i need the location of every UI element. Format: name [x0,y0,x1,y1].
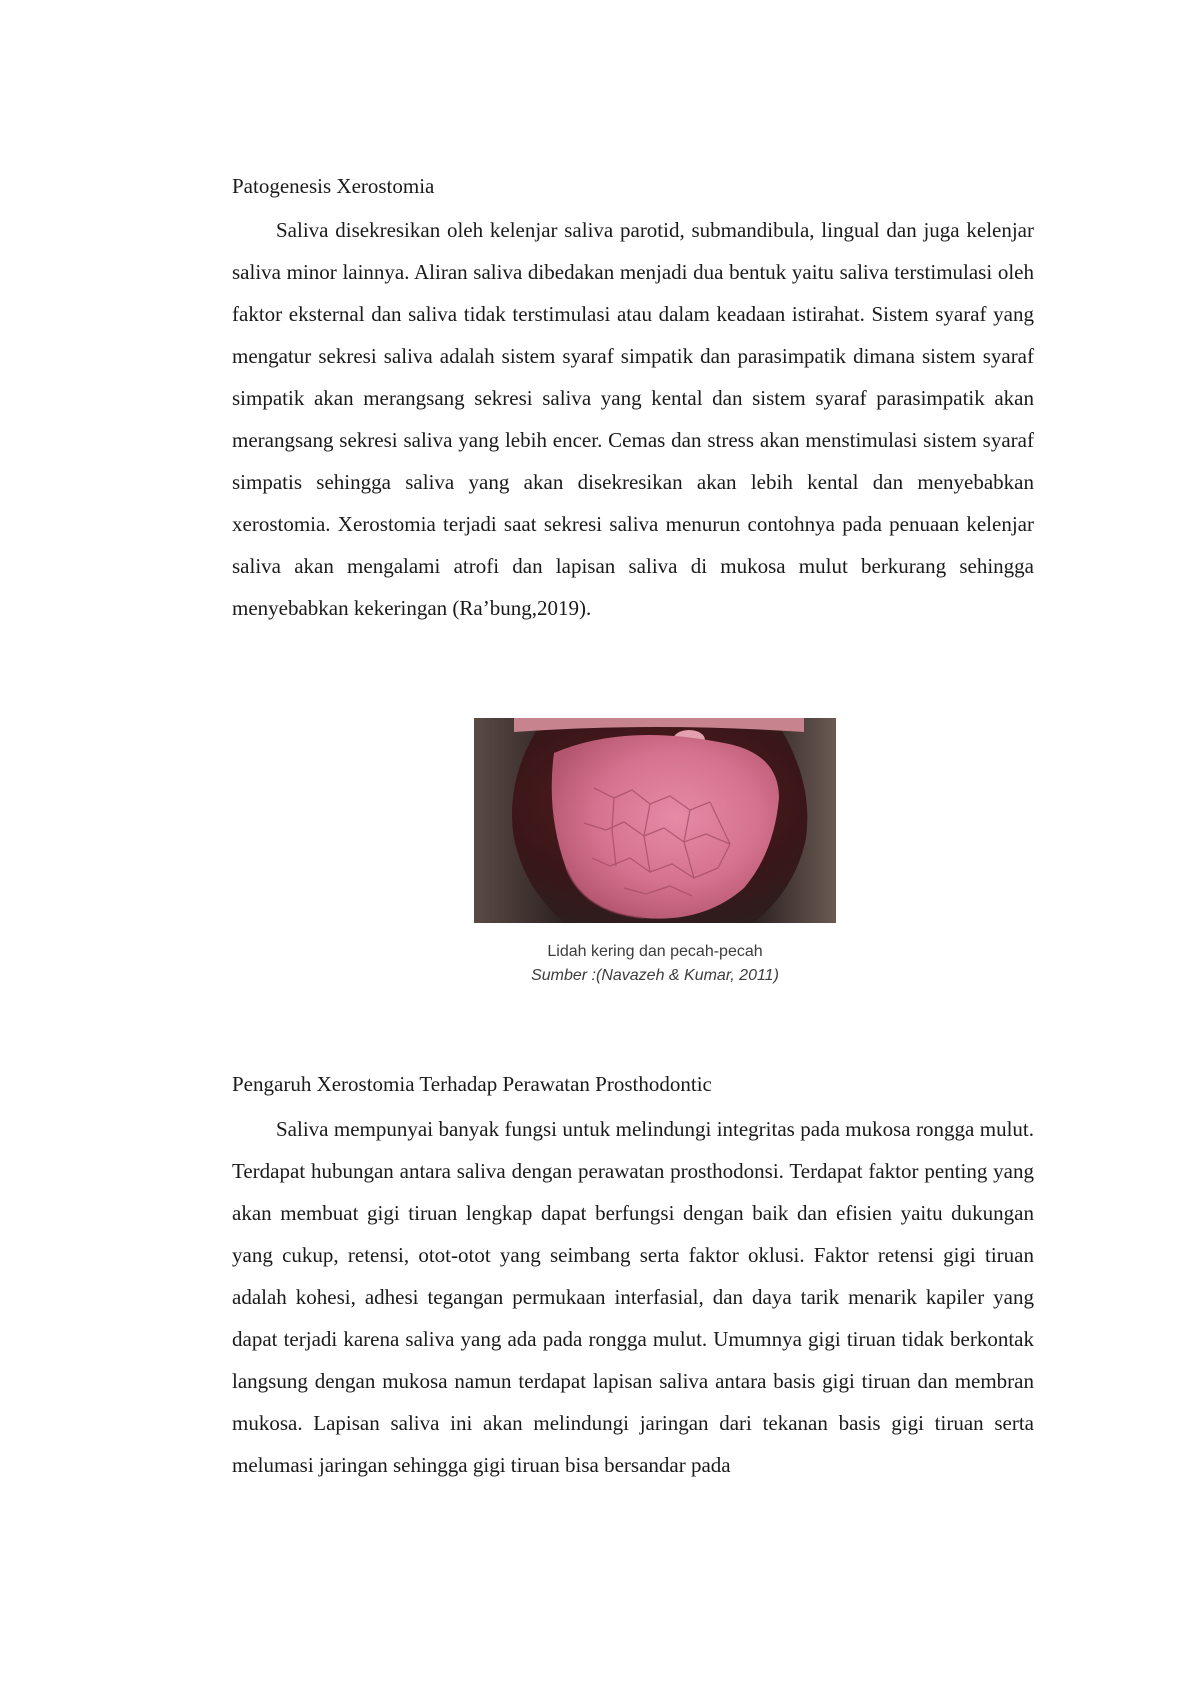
section-heading-pengaruh: Pengaruh Xerostomia Terhadap Perawatan Prosthodontic [232,1072,712,1096]
section-paragraph-patogenesis: Saliva disekresikan oleh kelenjar saliva parotid, submandibula, lingual dan juga kelenjar saliva minor lainnya. Aliran saliva dibedakan menjadi dua bentuk yaitu saliva terstimulasi oleh faktor eksternal dan saliva tidak terstimulasi atau dalam keadaan istirahat. Sistem syaraf yang mengatur sekresi saliva adalah sistem syaraf simpatik dan parasimpatik dimana sistem syaraf simpatik akan merangsang sekresi saliva yang kental dan sistem syaraf parasimpatik akan merangsang sekresi saliva yang lebih encer. Cemas dan stress akan menstimulasi sistem syaraf simpatis sehingga saliva yang akan disekresikan akan lebih kental dan menyebabkan xerostomia. Xerostomia terjadi saat sekresi saliva menurun contohnya pada penuaan kelenjar saliva akan mengalami atrofi dan lapisan saliva di mukosa mulut berkurang sehingga menyebabkan kekeringan (Ra’bung,2019). [232,218,1034,620]
dry-tongue-illustration [474,718,836,923]
figure-caption-title: Lidah kering dan pecah-pecah [547,943,763,960]
section-heading-patogenesis: Patogenesis Xerostomia [232,174,435,198]
dry-tongue-photo [474,718,836,923]
section-paragraph-pengaruh: Saliva mempunyai banyak fungsi untuk melindungi integritas pada mukosa rongga mulut. Terdapat hubungan antara saliva dengan perawatan prosthodonsi. Terdapat faktor penting yang akan membuat gigi tiruan lengkap dapat berfungsi dengan baik dan efisien yaitu dukungan yang cukup, retensi, otot-otot yang seimbang serta faktor oklusi. Faktor retensi gigi tiruan adalah kohesi, adhesi tegangan permukaan interfasial, dan daya tarik menarik kapiler yang dapat terjadi karena saliva yang ada pada rongga mulut. Umumnya gigi tiruan tidak berkontak langsung dengan mukosa namun terdapat lapisan saliva antara basis gigi tiruan dan membran mukosa. Lapisan saliva ini akan melindungi jaringan dari tekanan basis gigi tiruan serta melumasi jaringan sehingga gigi tiruan bisa bersandar pada [232,1117,1034,1477]
figure-caption-source: Sumber :(Navazeh & Kumar, 2011) [531,967,779,984]
